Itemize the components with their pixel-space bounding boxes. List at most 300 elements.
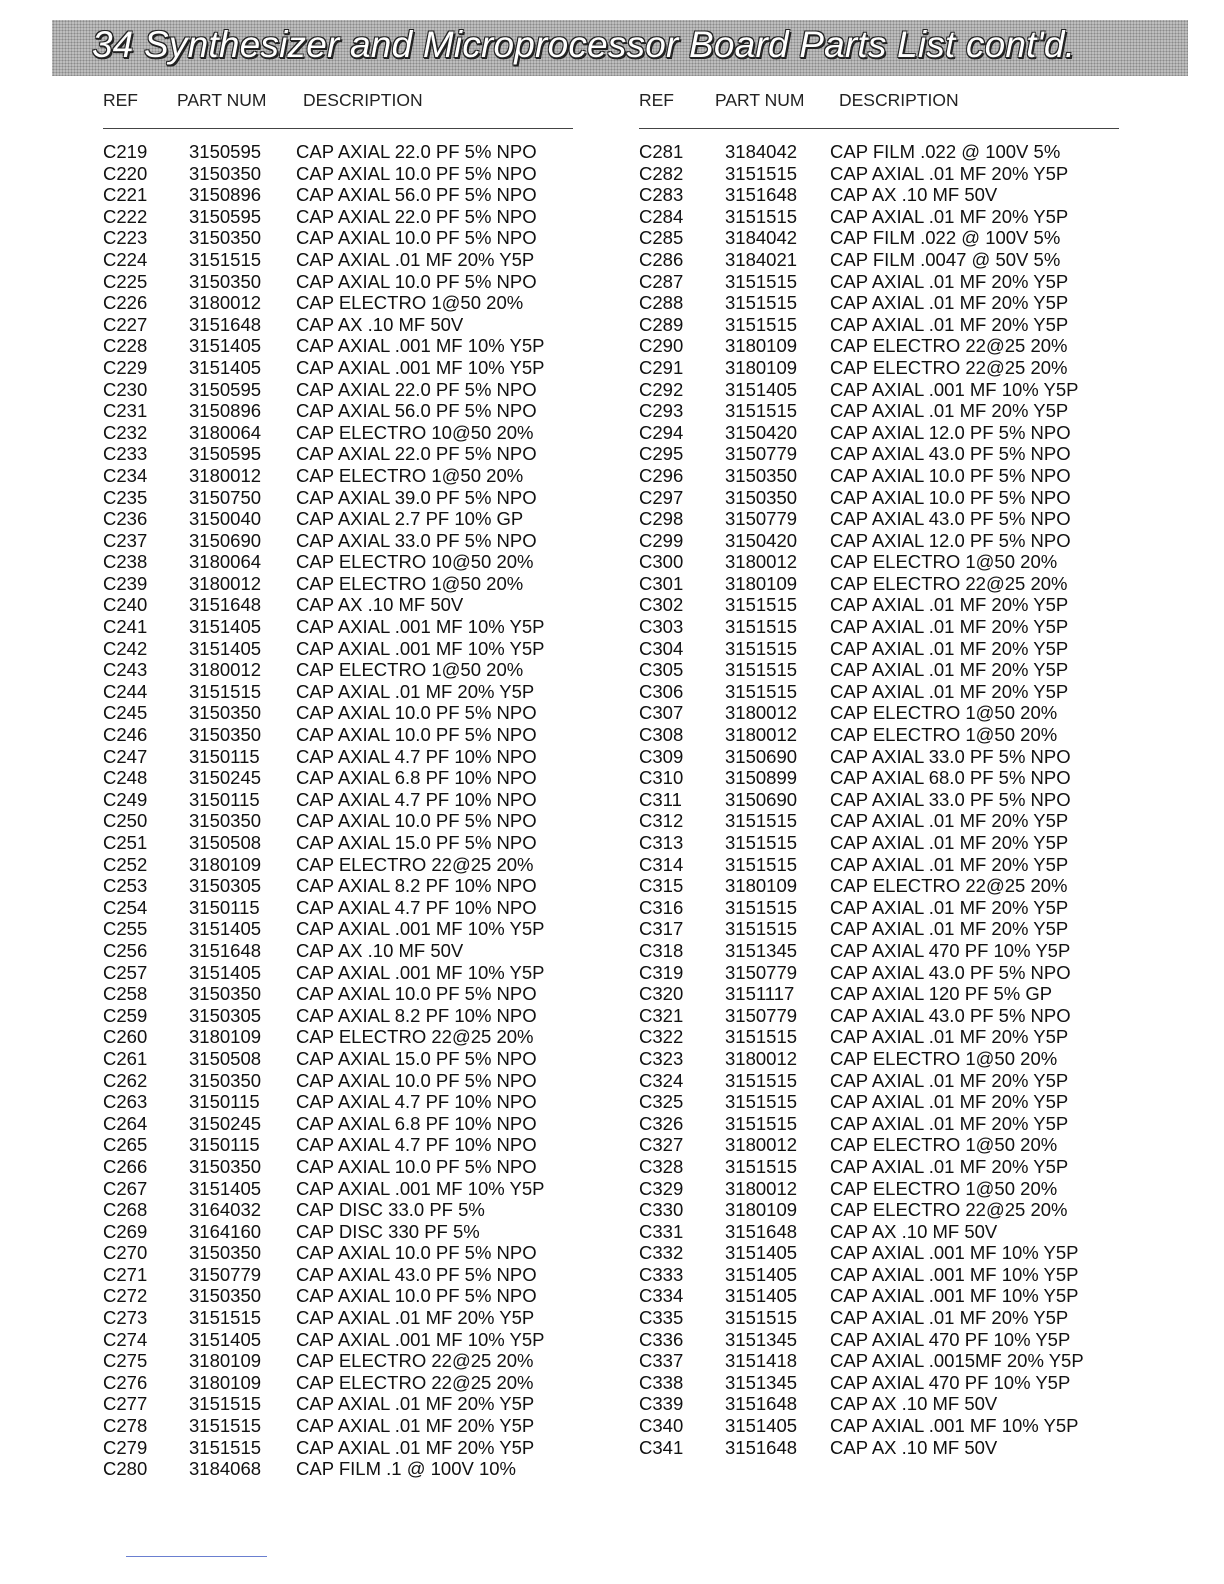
description-cell: CAP ELECTRO 1@50 20% xyxy=(296,292,524,314)
ref-cell: C263 xyxy=(103,1091,148,1113)
ref-cell: C285 xyxy=(639,227,684,249)
description-cell: CAP DISC 33.0 PF 5% xyxy=(296,1199,485,1221)
table-row xyxy=(103,530,573,552)
part-num-cell: 3150779 xyxy=(725,443,798,465)
ref-cell: C281 xyxy=(639,141,684,162)
table-row xyxy=(639,1285,1119,1307)
table-row xyxy=(103,897,573,919)
description-cell: CAP AXIAL .001 MF 10% Y5P xyxy=(296,616,545,638)
description-cell: CAP AXIAL .001 MF 10% Y5P xyxy=(296,961,545,983)
ref-cell: C305 xyxy=(639,659,684,681)
ref-cell: C291 xyxy=(639,356,684,378)
ref-cell: C257 xyxy=(103,961,148,983)
description-cell: CAP AXIAL .01 MF 20% Y5P xyxy=(830,853,1069,875)
part-num-cell: 3180012 xyxy=(725,551,798,573)
description-cell: CAP AXIAL .01 MF 20% Y5P xyxy=(830,400,1069,422)
ref-cell: C255 xyxy=(103,918,148,940)
description-cell: CAP AXIAL 15.0 PF 5% NPO xyxy=(296,832,537,853)
description-cell: CAP ELECTRO 22@25 20% xyxy=(830,356,1068,378)
ref-cell: C336 xyxy=(639,1328,684,1350)
description-cell: CAP AXIAL .001 MF 10% Y5P xyxy=(296,637,545,659)
part-num-cell: 3150245 xyxy=(189,767,262,789)
ref-cell: C288 xyxy=(639,292,684,314)
description-cell: CAP AXIAL 4.7 PF 10% NPO xyxy=(296,896,537,918)
part-num-cell: 3180012 xyxy=(725,724,798,746)
description-cell: CAP AXIAL .01 MF 20% Y5P xyxy=(830,896,1069,918)
table-row xyxy=(103,573,573,595)
description-cell: CAP AXIAL .001 MF 10% Y5P xyxy=(296,356,545,378)
part-num-cell: 3180109 xyxy=(725,875,798,897)
description-cell: CAP AXIAL 10.0 PF 5% NPO xyxy=(296,1155,537,1177)
part-num-cell: 3151515 xyxy=(725,896,798,918)
description-cell: CAP AXIAL .01 MF 20% Y5P xyxy=(830,594,1069,616)
ref-cell: C222 xyxy=(103,205,148,227)
description-cell: CAP AX .10 MF 50V xyxy=(830,1393,998,1415)
description-cell: CAP AXIAL .0015MF 20% Y5P xyxy=(830,1350,1084,1372)
ref-cell: C234 xyxy=(103,464,148,486)
table-row xyxy=(639,163,1119,185)
ref-cell: C256 xyxy=(103,939,148,961)
table-row xyxy=(639,271,1119,293)
description-cell: CAP AXIAL 68.0 PF 5% NPO xyxy=(830,767,1071,789)
part-num-cell: 3151515 xyxy=(189,248,262,270)
table-row xyxy=(103,379,573,401)
table-row xyxy=(639,1048,1119,1070)
ref-cell: C310 xyxy=(639,767,684,789)
ref-cell: C276 xyxy=(103,1371,148,1393)
table-row xyxy=(639,227,1119,249)
part-num-cell: 3150350 xyxy=(725,486,798,508)
description-cell: CAP AXIAL 10.0 PF 5% NPO xyxy=(830,486,1071,508)
table-row xyxy=(103,1199,573,1221)
description-cell: CAP AXIAL 10.0 PF 5% NPO xyxy=(296,1242,537,1264)
table-row xyxy=(639,918,1119,940)
ref-cell: C280 xyxy=(103,1458,148,1480)
description-cell: CAP AXIAL 33.0 PF 5% NPO xyxy=(830,788,1071,810)
ref-cell: C323 xyxy=(639,1047,684,1069)
part-num-cell: 3151515 xyxy=(725,1069,798,1091)
ref-cell: C251 xyxy=(103,832,148,853)
part-num-cell: 3150350 xyxy=(725,464,798,486)
part-num-cell: 3150750 xyxy=(189,486,262,508)
part-num-cell: 3150245 xyxy=(189,1112,262,1134)
description-cell: CAP ELECTRO 22@25 20% xyxy=(830,875,1068,897)
part-num-cell: 3151405 xyxy=(189,637,262,659)
table-row xyxy=(103,1264,573,1286)
part-num-cell: 3150595 xyxy=(189,443,262,465)
part-num-cell: 3150115 xyxy=(189,896,260,918)
ref-cell: C289 xyxy=(639,313,684,335)
part-num-cell: 3151515 xyxy=(725,400,798,422)
header-part-num: PART NUM xyxy=(715,90,805,110)
parts-table-right xyxy=(639,88,1119,1458)
part-num-cell: 3151345 xyxy=(725,1328,798,1350)
part-num-cell: 3150508 xyxy=(189,832,262,853)
description-cell: CAP AXIAL 10.0 PF 5% NPO xyxy=(296,227,537,249)
description-cell: CAP DISC 330 PF 5% xyxy=(296,1220,480,1242)
ref-cell: C277 xyxy=(103,1393,148,1415)
table-row xyxy=(103,1134,573,1156)
part-num-cell: 3151515 xyxy=(725,594,798,616)
part-num-cell: 3150779 xyxy=(189,1263,262,1285)
description-cell: CAP AXIAL 43.0 PF 5% NPO xyxy=(296,1263,537,1285)
description-cell: CAP AXIAL .01 MF 20% Y5P xyxy=(830,659,1069,681)
table-row xyxy=(103,746,573,768)
ref-cell: C287 xyxy=(639,270,684,292)
part-num-cell: 3164032 xyxy=(189,1199,262,1221)
part-num-cell: 3180109 xyxy=(725,356,798,378)
table-row xyxy=(639,724,1119,746)
table-row xyxy=(639,1307,1119,1329)
part-num-cell: 3150115 xyxy=(189,788,260,810)
table-row xyxy=(103,163,573,185)
part-num-cell: 3150508 xyxy=(189,1047,262,1069)
part-num-cell: 3184042 xyxy=(725,141,798,162)
description-cell: CAP AXIAL 56.0 PF 5% NPO xyxy=(296,184,537,206)
ref-cell: C237 xyxy=(103,529,148,551)
table-row xyxy=(103,1437,573,1459)
table-row xyxy=(639,573,1119,595)
part-num-cell: 3151405 xyxy=(189,1328,262,1350)
ref-cell: C335 xyxy=(639,1307,684,1329)
table-row xyxy=(103,1372,573,1394)
description-cell: CAP AXIAL .01 MF 20% Y5P xyxy=(830,918,1069,940)
table-row xyxy=(103,962,573,984)
table-row xyxy=(639,962,1119,984)
table-row xyxy=(103,422,573,444)
part-num-cell: 3151515 xyxy=(725,1026,798,1048)
description-cell: CAP AXIAL 56.0 PF 5% NPO xyxy=(296,400,537,422)
table-row xyxy=(639,206,1119,228)
description-cell: CAP AXIAL .01 MF 20% Y5P xyxy=(296,1307,535,1329)
ref-cell: C221 xyxy=(103,184,148,206)
description-cell: CAP AXIAL 4.7 PF 10% NPO xyxy=(296,1091,537,1113)
ref-cell: C294 xyxy=(639,421,684,443)
table-body xyxy=(639,141,1119,1458)
ref-cell: C340 xyxy=(639,1415,684,1437)
table-row xyxy=(639,940,1119,962)
part-num-cell: 3180012 xyxy=(189,292,262,314)
table-row xyxy=(639,702,1119,724)
table-row xyxy=(639,508,1119,530)
ref-cell: C321 xyxy=(639,1004,684,1026)
part-num-cell: 3150350 xyxy=(189,270,262,292)
part-num-cell: 3150350 xyxy=(189,1069,262,1091)
table-row xyxy=(639,1113,1119,1135)
part-num-cell: 3150896 xyxy=(189,184,262,206)
ref-cell: C270 xyxy=(103,1242,148,1264)
ref-cell: C269 xyxy=(103,1220,148,1242)
table-row xyxy=(639,659,1119,681)
table-row xyxy=(639,335,1119,357)
description-cell: CAP AXIAL .01 MF 20% Y5P xyxy=(830,270,1069,292)
table-row xyxy=(639,443,1119,465)
description-cell: CAP ELECTRO 1@50 20% xyxy=(830,1177,1058,1199)
description-cell: CAP AXIAL 10.0 PF 5% NPO xyxy=(296,702,537,724)
description-cell: CAP AXIAL 39.0 PF 5% NPO xyxy=(296,486,537,508)
description-cell: CAP AXIAL 43.0 PF 5% NPO xyxy=(830,508,1071,530)
table-row xyxy=(103,1070,573,1092)
ref-cell: C267 xyxy=(103,1177,148,1199)
description-cell: CAP AXIAL .01 MF 20% Y5P xyxy=(830,205,1069,227)
part-num-cell: 3151345 xyxy=(725,1371,798,1393)
description-cell: CAP AXIAL 4.7 PF 10% NPO xyxy=(296,745,537,767)
table-row xyxy=(103,1005,573,1027)
description-cell: CAP AXIAL 470 PF 10% Y5P xyxy=(830,1328,1071,1350)
ref-cell: C264 xyxy=(103,1112,148,1134)
table-row xyxy=(103,249,573,271)
header-description: DESCRIPTION xyxy=(839,90,959,110)
part-num-cell: 3151117 xyxy=(725,983,795,1005)
part-num-cell: 3151515 xyxy=(725,270,798,292)
description-cell: CAP AXIAL 15.0 PF 5% NPO xyxy=(296,1047,537,1069)
description-cell: CAP ELECTRO 10@50 20% xyxy=(296,421,534,443)
table-row xyxy=(639,1178,1119,1200)
table-row xyxy=(639,1156,1119,1178)
description-cell: CAP AXIAL 2.7 PF 10% GP xyxy=(296,508,524,530)
table-row xyxy=(103,1393,573,1415)
description-cell: CAP ELECTRO 1@50 20% xyxy=(296,659,524,681)
ref-cell: C265 xyxy=(103,1134,148,1156)
part-num-cell: 3150899 xyxy=(725,767,798,789)
ref-cell: C260 xyxy=(103,1026,148,1048)
part-num-cell: 3150690 xyxy=(725,745,798,767)
table-row xyxy=(103,271,573,293)
ref-cell: C227 xyxy=(103,313,148,335)
part-num-cell: 3151405 xyxy=(189,616,262,638)
ref-cell: C241 xyxy=(103,616,148,638)
ref-cell: C242 xyxy=(103,637,148,659)
ref-cell: C296 xyxy=(639,464,684,486)
table-row xyxy=(103,487,573,509)
table-row xyxy=(639,141,1119,163)
table-row xyxy=(103,767,573,789)
table-row xyxy=(639,1005,1119,1027)
part-num-cell: 3151648 xyxy=(725,184,798,206)
ref-cell: C331 xyxy=(639,1220,684,1242)
description-cell: CAP AXIAL 22.0 PF 5% NPO xyxy=(296,443,537,465)
table-row xyxy=(639,789,1119,811)
ref-cell: C224 xyxy=(103,248,148,270)
table-header xyxy=(103,88,573,128)
description-cell: CAP AXIAL .001 MF 10% Y5P xyxy=(830,1242,1079,1264)
table-row xyxy=(103,465,573,487)
description-cell: CAP ELECTRO 22@25 20% xyxy=(296,1350,534,1372)
description-cell: CAP AXIAL 470 PF 10% Y5P xyxy=(830,939,1071,961)
description-cell: CAP AXIAL .01 MF 20% Y5P xyxy=(830,1026,1069,1048)
ref-cell: C243 xyxy=(103,659,148,681)
table-row xyxy=(639,1242,1119,1264)
part-num-cell: 3180109 xyxy=(725,335,798,357)
table-row xyxy=(103,1415,573,1437)
description-cell: CAP AXIAL .01 MF 20% Y5P xyxy=(830,680,1069,702)
part-num-cell: 3151405 xyxy=(189,335,262,357)
description-cell: CAP ELECTRO 1@50 20% xyxy=(830,1047,1058,1069)
ref-cell: C262 xyxy=(103,1069,148,1091)
part-num-cell: 3151515 xyxy=(725,1307,798,1329)
part-num-cell: 3151515 xyxy=(189,680,262,702)
ref-cell: C232 xyxy=(103,421,148,443)
ref-cell: C325 xyxy=(639,1091,684,1113)
part-num-cell: 3151515 xyxy=(189,1415,262,1437)
ref-cell: C314 xyxy=(639,853,684,875)
part-num-cell: 3150420 xyxy=(725,529,798,551)
part-num-cell: 3184021 xyxy=(725,248,798,270)
ref-cell: C329 xyxy=(639,1177,684,1199)
table-row xyxy=(103,551,573,573)
ref-cell: C254 xyxy=(103,896,148,918)
description-cell: CAP AX .10 MF 50V xyxy=(830,1220,998,1242)
description-cell: CAP AXIAL .01 MF 20% Y5P xyxy=(830,832,1069,853)
table-row xyxy=(639,357,1119,379)
table-row xyxy=(639,1070,1119,1092)
part-num-cell: 3151515 xyxy=(189,1436,262,1458)
table-row xyxy=(639,530,1119,552)
part-num-cell: 3150115 xyxy=(189,745,260,767)
ref-cell: C319 xyxy=(639,961,684,983)
ref-cell: C308 xyxy=(639,724,684,746)
part-num-cell: 3164160 xyxy=(189,1220,262,1242)
ref-cell: C318 xyxy=(639,939,684,961)
table-row xyxy=(103,875,573,897)
part-num-cell: 3150779 xyxy=(725,508,798,530)
part-num-cell: 3151648 xyxy=(725,1436,798,1458)
description-cell: CAP AXIAL .01 MF 20% Y5P xyxy=(830,313,1069,335)
part-num-cell: 3151515 xyxy=(725,853,798,875)
ref-cell: C258 xyxy=(103,983,148,1005)
ref-cell: C328 xyxy=(639,1155,684,1177)
part-num-cell: 3151515 xyxy=(725,162,798,184)
table-row xyxy=(639,746,1119,768)
ref-cell: C239 xyxy=(103,572,148,594)
part-num-cell: 3180109 xyxy=(189,1350,262,1372)
description-cell: CAP AXIAL .01 MF 20% Y5P xyxy=(296,1393,535,1415)
ref-cell: C233 xyxy=(103,443,148,465)
part-num-cell: 3151405 xyxy=(189,961,262,983)
ref-cell: C228 xyxy=(103,335,148,357)
table-row xyxy=(103,1113,573,1135)
table-row xyxy=(639,832,1119,854)
table-row xyxy=(103,1156,573,1178)
description-cell: CAP AXIAL 470 PF 10% Y5P xyxy=(830,1371,1071,1393)
description-cell: CAP AXIAL 22.0 PF 5% NPO xyxy=(296,141,537,162)
ref-cell: C341 xyxy=(639,1436,684,1458)
table-row xyxy=(639,184,1119,206)
table-row xyxy=(103,724,573,746)
ref-cell: C250 xyxy=(103,810,148,832)
part-num-cell: 3151515 xyxy=(189,1307,262,1329)
part-num-cell: 3151405 xyxy=(725,378,798,400)
part-num-cell: 3150595 xyxy=(189,141,262,162)
description-cell: CAP ELECTRO 1@50 20% xyxy=(830,724,1058,746)
ref-cell: C292 xyxy=(639,378,684,400)
description-cell: CAP AXIAL 10.0 PF 5% NPO xyxy=(296,983,537,1005)
ref-cell: C293 xyxy=(639,400,684,422)
part-num-cell: 3151515 xyxy=(725,637,798,659)
ref-cell: C274 xyxy=(103,1328,148,1350)
table-row xyxy=(103,1091,573,1113)
description-cell: CAP AXIAL 4.7 PF 10% NPO xyxy=(296,788,537,810)
description-cell: CAP AXIAL .01 MF 20% Y5P xyxy=(296,680,535,702)
description-cell: CAP AXIAL .01 MF 20% Y5P xyxy=(830,810,1069,832)
ref-cell: C273 xyxy=(103,1307,148,1329)
ref-cell: C261 xyxy=(103,1047,148,1069)
ref-cell: C245 xyxy=(103,702,148,724)
parts-table-left xyxy=(103,88,573,1480)
part-num-cell: 3151405 xyxy=(189,356,262,378)
table-row xyxy=(639,616,1119,638)
table-row xyxy=(639,1372,1119,1394)
description-cell: CAP AXIAL .01 MF 20% Y5P xyxy=(830,1112,1069,1134)
part-num-cell: 3180012 xyxy=(725,702,798,724)
table-row xyxy=(639,854,1119,876)
table-row xyxy=(103,184,573,206)
ref-cell: C286 xyxy=(639,248,684,270)
ref-cell: C240 xyxy=(103,594,148,616)
description-cell: CAP FILM .022 @ 100V 5% xyxy=(830,141,1061,162)
table-row xyxy=(639,1134,1119,1156)
table-row xyxy=(639,1199,1119,1221)
table-row xyxy=(103,1458,573,1480)
part-num-cell: 3180012 xyxy=(189,464,262,486)
table-row xyxy=(103,508,573,530)
description-cell: CAP AXIAL 10.0 PF 5% NPO xyxy=(296,1069,537,1091)
table-row xyxy=(639,1393,1119,1415)
part-num-cell: 3151405 xyxy=(189,1177,262,1199)
table-row xyxy=(103,1026,573,1048)
description-cell: CAP ELECTRO 22@25 20% xyxy=(296,1026,534,1048)
description-cell: CAP AXIAL .01 MF 20% Y5P xyxy=(830,1091,1069,1113)
description-cell: CAP AXIAL 33.0 PF 5% NPO xyxy=(830,745,1071,767)
part-num-cell: 3150350 xyxy=(189,1285,262,1307)
description-cell: CAP AXIAL 4.7 PF 10% NPO xyxy=(296,1134,537,1156)
ref-cell: C282 xyxy=(639,162,684,184)
description-cell: CAP AXIAL 43.0 PF 5% NPO xyxy=(830,961,1071,983)
table-row xyxy=(639,249,1119,271)
description-cell: CAP AX .10 MF 50V xyxy=(296,313,464,335)
part-num-cell: 3151405 xyxy=(725,1415,798,1437)
part-num-cell: 3151648 xyxy=(189,313,262,335)
description-cell: CAP AXIAL 43.0 PF 5% NPO xyxy=(830,443,1071,465)
header-ref: REF xyxy=(639,90,674,110)
ref-cell: C248 xyxy=(103,767,148,789)
table-row xyxy=(103,681,573,703)
table-row xyxy=(103,702,573,724)
part-num-cell: 3151515 xyxy=(725,810,798,832)
table-row xyxy=(639,1329,1119,1351)
description-cell: CAP FILM .022 @ 100V 5% xyxy=(830,227,1061,249)
part-num-cell: 3180109 xyxy=(189,1026,262,1048)
description-cell: CAP AXIAL 10.0 PF 5% NPO xyxy=(296,162,537,184)
ref-cell: C300 xyxy=(639,551,684,573)
ref-cell: C301 xyxy=(639,572,684,594)
description-cell: CAP ELECTRO 1@50 20% xyxy=(830,702,1058,724)
description-cell: CAP AXIAL .01 MF 20% Y5P xyxy=(830,162,1069,184)
ref-cell: C299 xyxy=(639,529,684,551)
part-num-cell: 3151648 xyxy=(189,939,262,961)
part-num-cell: 3180064 xyxy=(189,421,262,443)
description-cell: CAP AXIAL 10.0 PF 5% NPO xyxy=(830,464,1071,486)
part-num-cell: 3180012 xyxy=(725,1047,798,1069)
ref-cell: C283 xyxy=(639,184,684,206)
part-num-cell: 3151648 xyxy=(189,594,262,616)
part-num-cell: 3151515 xyxy=(725,205,798,227)
ref-cell: C231 xyxy=(103,400,148,422)
table-row xyxy=(639,638,1119,660)
table-row xyxy=(639,400,1119,422)
description-cell: CAP AXIAL .01 MF 20% Y5P xyxy=(830,1069,1069,1091)
ref-cell: C247 xyxy=(103,745,148,767)
